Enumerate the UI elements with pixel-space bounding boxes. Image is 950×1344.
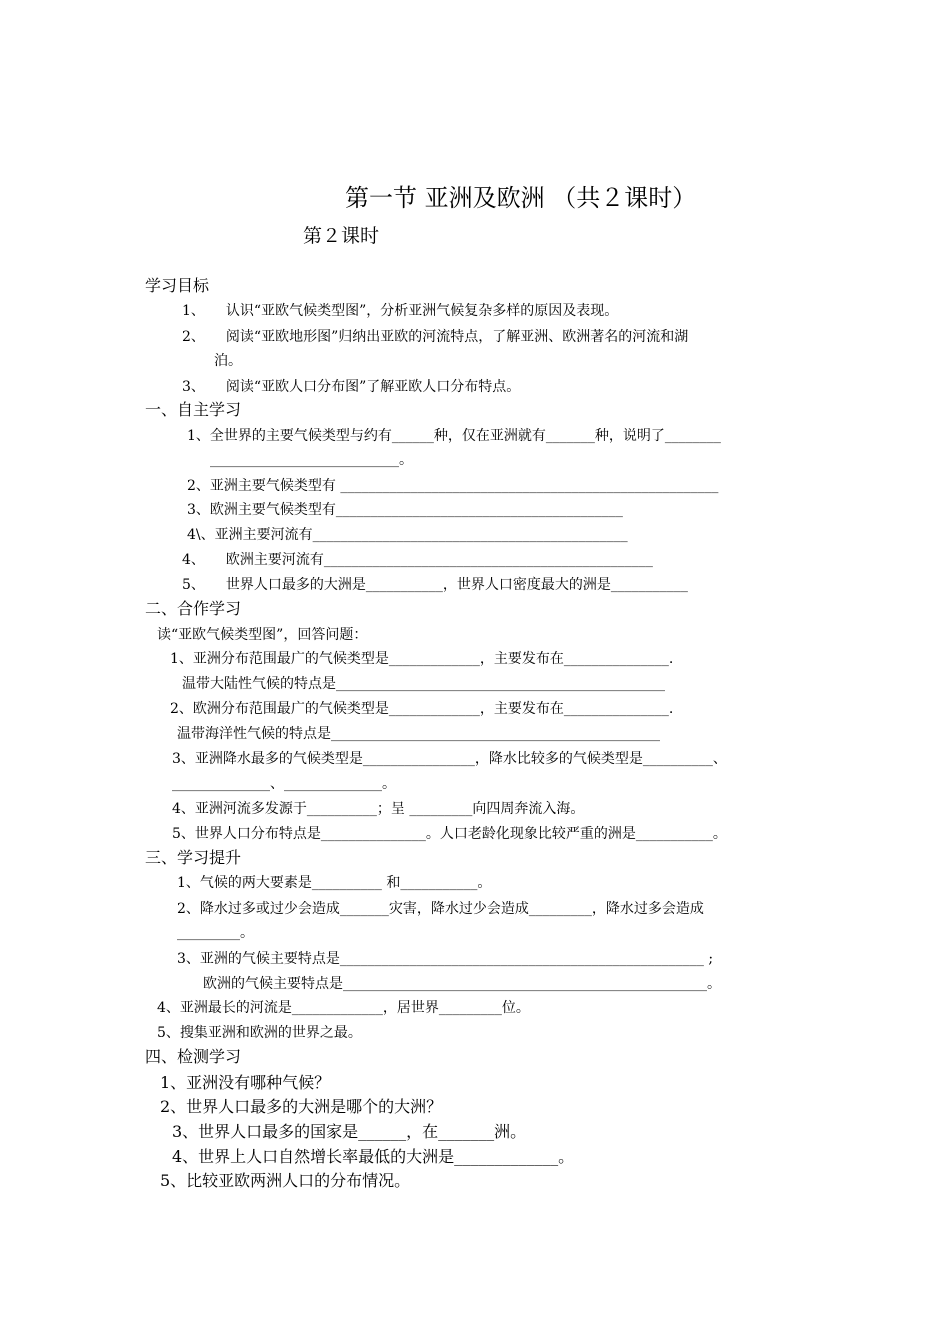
- test-line-3: 3、世界人口最多的国家是______，在_______洲。: [172, 1122, 527, 1141]
- goals-heading: 学习目标: [145, 276, 210, 295]
- cooperative-line-2: 温带大陆性气候的特点是_______________________________________________: [182, 676, 665, 692]
- improve-line-2-cont: _________。: [177, 925, 254, 941]
- lesson-subtitle: 第２课时: [303, 225, 380, 247]
- test-line-1: 1、亚洲没有哪种气候？: [160, 1073, 331, 1092]
- section-cooperative-heading: 二、合作学习: [145, 599, 242, 618]
- test-line-2: 2、世界人口最多的大洲是哪个的大洲？: [160, 1097, 443, 1116]
- test-line-4: 4、世界上人口自然增长率最低的大洲是_____________。: [172, 1147, 575, 1166]
- goal-item-2-cont: 泊。: [214, 353, 242, 369]
- cooperative-line-6: 4、亚洲河流多发源于__________；呈 _________向四周奔流入海。: [172, 801, 585, 817]
- cooperative-line-7: 5、世界人口分布特点是_______________。人口老龄化现象比较严重的洲是___________。: [172, 826, 727, 842]
- self-study-line-6: 5、 世界人口最多的大洲是___________，世界人口密度最大的洲是___________: [182, 577, 688, 593]
- cooperative-line-5: 3、亚洲降水最多的气候类型是________________，降水比较多的气候类型是__________、: [172, 751, 727, 767]
- cooperative-line-1: 1、亚洲分布范围最广的气候类型是_____________，主要发布在_______________.: [170, 651, 674, 667]
- improve-line-4: 4、亚洲最长的河流是_____________，居世界_________位。: [157, 1000, 530, 1016]
- improve-line-2: 2、降水过多或过少会造成_______灾害，降水过少会造成_________，降水过多会造成: [177, 901, 704, 917]
- page-title: 第一节 亚洲及欧洲 （共２课时）: [345, 184, 697, 212]
- self-study-line-1-cont: ___________________________。: [210, 452, 413, 468]
- improve-line-5: 5、搜集亚洲和欧洲的世界之最。: [157, 1025, 362, 1041]
- improve-line-1: 1、气候的两大要素是__________ 和___________。: [177, 875, 492, 891]
- self-study-line-3: 3、欧洲主要气候类型有_________________________________________: [187, 502, 623, 518]
- cooperative-line-3: 2、欧洲分布范围最广的气候类型是_____________，主要发布在_______________.: [170, 701, 674, 717]
- goal-item-2: 2、 阅读“亚欧地形图”归纳出亚欧的河流特点，了解亚洲、欧洲著名的河流和湖: [182, 329, 689, 345]
- test-line-5: 5、比较亚欧两洲人口的分布情况。: [160, 1171, 411, 1190]
- cooperative-line-5-cont: ______________、______________。: [172, 776, 396, 792]
- self-study-line-4: 4\、亚洲主要河流有_____________________________________________: [187, 527, 628, 543]
- section-self-study-heading: 一、自主学习: [145, 400, 242, 419]
- section-improve-heading: 三、学习提升: [145, 848, 242, 867]
- self-study-line-5: 4、 欧洲主要河流有_______________________________________________: [182, 552, 653, 568]
- section-test-heading: 四、检测学习: [145, 1047, 242, 1066]
- self-study-line-1: 1、全世界的主要气候类型与约有______种，仅在亚洲就有_______种，说明了________: [187, 428, 721, 444]
- goal-item-1: 1、 认识“亚欧气候类型图”，分析亚洲气候复杂多样的原因及表现。: [182, 303, 619, 319]
- improve-line-3: 3、亚洲的气候主要特点是____________________________________________________ ;: [177, 951, 714, 967]
- improve-line-3-cont: 欧洲的气候主要特点是____________________________________________________。: [203, 976, 721, 992]
- cooperative-intro: 读“亚欧气候类型图”，回答问题：: [157, 627, 368, 643]
- self-study-line-2: 2、亚洲主要气候类型有 ______________________________________________________: [187, 478, 719, 494]
- cooperative-line-4: 温带海洋性气候的特点是_______________________________________________: [177, 726, 660, 742]
- goal-item-3: 3、 阅读“亚欧人口分布图”了解亚欧人口分布特点。: [182, 379, 521, 395]
